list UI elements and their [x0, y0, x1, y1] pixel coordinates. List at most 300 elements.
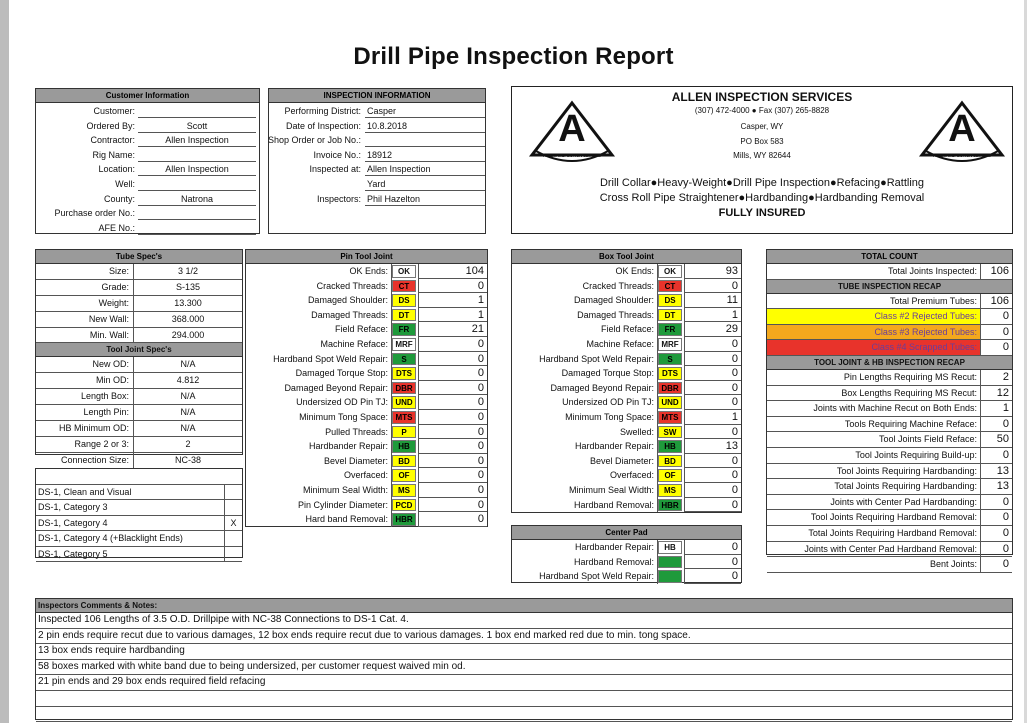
tool-joint-spec-value: N/A [180, 407, 196, 418]
pin-tool-joint-count: 0 [418, 483, 487, 498]
tube-spec-value: S-135 [175, 281, 201, 292]
comments-panel [35, 598, 1013, 720]
pin-tool-joint-label: Minimum Seal Width: [246, 483, 392, 498]
box-tool-joint-label: Minimum Seal Width: [512, 483, 658, 498]
pin-tool-joint-row [246, 439, 487, 454]
customer-field-value [138, 104, 256, 118]
box-tool-joint-code: DTS [658, 367, 682, 380]
customer-info-heading: Customer Information [36, 89, 259, 103]
tube-spec-row [36, 296, 242, 312]
tool-joint-spec-label: Length Box: [36, 389, 134, 404]
pin-tool-joint-code: MRF [392, 338, 416, 351]
tj-recap-label: Total Joints Requiring Hardband Removal: [767, 526, 981, 541]
pin-tool-joint-label: Pin Cylinder Diameter: [246, 498, 392, 513]
tube-spec-row [36, 264, 242, 280]
box-tool-joint-code: S [658, 353, 682, 366]
tj-recap-row [767, 557, 1012, 573]
pin-tool-joint-row [246, 454, 487, 469]
tj-recap-row [767, 479, 1012, 495]
pin-tool-joint-count: 21 [418, 322, 487, 337]
box-tool-joint-code: DT [658, 309, 682, 322]
pin-tool-joint-row [246, 322, 487, 337]
tube-recap-heading: TUBE INSPECTION RECAP [767, 280, 1012, 294]
pin-tool-joint-code: CT [392, 280, 416, 293]
company-phone: (307) 472-4000 ● Fax (307) 265-8828 [694, 106, 830, 115]
customer-field-value [138, 148, 256, 162]
ds1-row [36, 516, 242, 531]
pin-tool-joint-label: Hardbander Repair: [246, 439, 392, 454]
ds1-label: DS-1, Category 4 [36, 516, 225, 530]
pin-tool-joint-label: Overfaced: [246, 468, 392, 483]
tube-recap-row [767, 309, 1012, 325]
pin-tool-joint-panel [245, 249, 488, 527]
tube-recap-row [767, 340, 1012, 356]
box-tool-joint-label: OK Ends: [512, 264, 658, 279]
pin-tool-joint-count: 0 [418, 468, 487, 483]
box-tool-joint-label: Field Reface: [512, 322, 658, 337]
customer-field-row [36, 148, 259, 163]
pin-tool-joint-code: BD [392, 455, 416, 468]
box-tool-joint-count: 93 [684, 264, 741, 279]
box-tool-joint-row [512, 425, 741, 440]
tj-recap-value: 13 [996, 464, 1009, 477]
box-tool-joint-row [512, 498, 741, 513]
comment-line: 2 pin ends require recut due to various damages, 12 box ends require recut due to various damages. 1 box end marked red due to min. tong space. [36, 629, 1012, 645]
pin-tool-joint-row [246, 498, 487, 513]
tube-spec-value: 294.000 [171, 329, 205, 340]
tube-recap-label: Class #3 Rejected Tubes: [767, 325, 981, 340]
total-joints-row [767, 264, 1012, 280]
tj-recap-row [767, 448, 1012, 464]
inspection-field-value: Yard [365, 177, 485, 191]
customer-field-label: Ordered By: [86, 120, 135, 131]
tj-recap-label: Joints with Center Pad Hardbanding: [767, 495, 981, 510]
inspection-info-heading: INSPECTION INFORMATION [269, 89, 485, 103]
pin-tool-joint-code: P [392, 426, 416, 439]
inspection-field-value: Casper [365, 104, 485, 118]
box-tool-joint-count: 0 [684, 395, 741, 410]
tool-joint-spec-row [36, 453, 242, 469]
box-tool-joint-count: 0 [684, 483, 741, 498]
box-tool-joint-row [512, 439, 741, 454]
tj-recap-value: 1 [1002, 402, 1009, 415]
customer-field-value: Allen Inspection [138, 133, 256, 147]
pin-tool-joint-label: Minimum Tong Space: [246, 410, 392, 425]
box-tool-joint-label: Hardband Removal: [512, 498, 658, 513]
pin-tool-joint-code: MS [392, 484, 416, 497]
total-joints-value: 106 [990, 265, 1009, 277]
pin-tool-joint-code: OK [392, 265, 416, 278]
tj-recap-value: 0 [1002, 495, 1009, 508]
box-tool-joint-code: BD [658, 455, 682, 468]
inspection-field-row [269, 162, 485, 177]
comment-line: 58 boxes marked with white band due to being undersized, per customer request waived min od. [36, 660, 1012, 676]
tube-spec-label: Weight: [36, 296, 134, 311]
customer-field-row [36, 221, 259, 236]
inspection-field-label: Date of Inspection: [285, 120, 361, 131]
center-pad-count: 0 [684, 569, 741, 584]
tj-recap-label: Tools Requiring Machine Reface: [767, 417, 981, 432]
pin-tool-joint-row [246, 425, 487, 440]
box-tool-joint-code: HBR [658, 499, 682, 512]
inspection-field-value [365, 133, 485, 147]
ds1-row [36, 500, 242, 515]
tool-joint-spec-label: HB Minimum OD: [36, 421, 134, 436]
pin-tool-joint-code: DTS [392, 367, 416, 380]
box-tool-joint-row [512, 366, 741, 381]
totals-panel [766, 249, 1013, 571]
pin-tool-joint-count: 0 [418, 512, 487, 527]
tube-spec-label: Size: [36, 264, 134, 279]
company-city: Casper, WY [740, 122, 784, 131]
tool-joint-spec-row [36, 421, 242, 437]
box-tool-joint-row [512, 454, 741, 469]
ds1-checklist [35, 468, 243, 558]
ds1-row [36, 547, 242, 562]
tool-joint-spec-value: N/A [180, 391, 196, 402]
center-pad-code [658, 556, 682, 569]
customer-field-label: Contractor: [90, 135, 135, 146]
box-tool-joint-label: Overfaced: [512, 468, 658, 483]
center-pad-panel [511, 525, 742, 583]
tj-recap-label: Tool Joints Requiring Hardband Removal: [767, 510, 981, 525]
pin-tool-joint-row [246, 352, 487, 367]
pin-tool-joint-label: Pulled Threads: [246, 425, 392, 440]
box-tool-joint-count: 0 [684, 352, 741, 367]
center-pad-count: 0 [684, 540, 741, 555]
pin-tool-joint-row [246, 337, 487, 352]
tj-recap-row [767, 386, 1012, 402]
tube-recap-value: 0 [1002, 341, 1009, 354]
box-tool-joint-code: DBR [658, 382, 682, 395]
ds1-checkbox[interactable] [225, 500, 242, 514]
comment-line: 13 box ends require hardbanding [36, 644, 1012, 660]
box-tool-joint-panel [511, 249, 742, 513]
tj-recap-row [767, 432, 1012, 448]
pin-tool-joint-code: DS [392, 294, 416, 307]
customer-field-label: Well: [115, 178, 135, 189]
box-tool-joint-code: MTS [658, 411, 682, 424]
tube-spec-row [36, 280, 242, 296]
inspection-field-row [269, 148, 485, 163]
box-tool-joint-count: 1 [684, 308, 741, 323]
comment-line [36, 707, 1012, 723]
box-tool-joint-code: MRF [658, 338, 682, 351]
tj-recap-value: 0 [1002, 558, 1009, 571]
center-pad-row [512, 555, 741, 570]
pin-tool-joint-label: Hard band Removal: [246, 512, 392, 527]
tj-recap-value: 0 [1002, 511, 1009, 524]
inspection-field-value: 10.8.2018 [365, 119, 485, 133]
ds1-checkbox[interactable] [225, 547, 242, 561]
pin-tool-joint-code: S [392, 353, 416, 366]
pin-tool-joint-heading: Pin Tool Joint [246, 250, 487, 264]
center-pad-label: Hardband Spot Weld Repair: [512, 569, 658, 584]
box-tool-joint-count: 1 [684, 410, 741, 425]
company-services-line-1: Drill Collar●Heavy-Weight●Drill Pipe Inspection●Refacing●Rattling [599, 177, 925, 189]
tool-joint-spec-label: Length Pin: [36, 405, 134, 420]
center-pad-count: 0 [684, 555, 741, 570]
pin-tool-joint-label: Machine Reface: [246, 337, 392, 352]
inspection-field-label: Inspectors: [316, 193, 361, 204]
company-name: ALLEN INSPECTION SERVICES [671, 90, 853, 104]
box-tool-joint-label: Bevel Diameter: [512, 454, 658, 469]
box-tool-joint-label: Machine Reface: [512, 337, 658, 352]
tool-joint-spec-row [36, 373, 242, 389]
box-tool-joint-code: OF [658, 469, 682, 482]
box-tool-joint-label: Undersized OD Pin TJ: [512, 395, 658, 410]
pin-tool-joint-row [246, 264, 487, 279]
tool-joint-spec-row [36, 437, 242, 453]
tj-recap-label: Box Lengths Requiring MS Recut: [767, 386, 981, 401]
box-tool-joint-code: FR [658, 323, 682, 336]
tj-recap-label: Tool Joints Requiring Build-up: [767, 448, 981, 463]
inspection-info-panel [268, 88, 486, 234]
pin-tool-joint-count: 1 [418, 308, 487, 323]
pin-tool-joint-row [246, 293, 487, 308]
tool-joint-spec-label: Min OD: [36, 373, 134, 388]
tube-spec-panel [35, 249, 243, 465]
pin-tool-joint-code: DT [392, 309, 416, 322]
box-tool-joint-code: DS [658, 294, 682, 307]
tube-recap-label: Class #2 Rejected Tubes: [767, 309, 981, 324]
center-pad-label: Hardband Removal: [512, 555, 658, 570]
box-tool-joint-row [512, 264, 741, 279]
total-count-heading: TOTAL COUNT [767, 250, 1012, 264]
tj-recap-label: Joints with Center Pad Hardband Removal: [767, 542, 981, 557]
tube-recap-value: 0 [1002, 325, 1009, 338]
box-tool-joint-row [512, 410, 741, 425]
box-tool-joint-heading: Box Tool Joint [512, 250, 741, 264]
tube-spec-value: 3 1/2 [177, 266, 199, 276]
customer-field-row [36, 206, 259, 221]
tj-recap-value: 0 [1002, 526, 1009, 539]
tool-joint-spec-label: Connection Size: [36, 453, 134, 468]
pin-tool-joint-row [246, 279, 487, 294]
inspection-field-label: Invoice No.: [313, 149, 361, 160]
box-tool-joint-row [512, 395, 741, 410]
company-logo-left-text: ALLEN INSPECTION SERVICE [543, 153, 601, 158]
pin-tool-joint-label: Bevel Diameter: [246, 454, 392, 469]
tube-recap-row [767, 294, 1012, 310]
tube-recap-value: 106 [990, 294, 1009, 307]
pin-tool-joint-row [246, 410, 487, 425]
tube-spec-label: Grade: [36, 280, 134, 295]
box-tool-joint-label: Cracked Threads: [512, 279, 658, 294]
tube-recap-row [767, 325, 1012, 341]
box-tool-joint-label: Damaged Threads: [512, 308, 658, 323]
box-tool-joint-code: MS [658, 484, 682, 497]
box-tool-joint-count: 29 [684, 322, 741, 337]
ds1-label: DS-1, Clean and Visual [36, 485, 225, 499]
tj-recap-label: Bent Joints: [767, 557, 981, 572]
pin-tool-joint-count: 0 [418, 337, 487, 352]
inspection-field-row [269, 192, 485, 207]
customer-info-panel [35, 88, 260, 234]
inspection-field-row [269, 104, 485, 119]
tj-recap-value: 2 [1002, 370, 1009, 383]
tool-joint-spec-heading: Tool Joint Spec's [36, 343, 242, 357]
pin-tool-joint-row [246, 381, 487, 396]
inspection-field-value: Phil Hazelton [365, 192, 485, 206]
box-tool-joint-row [512, 483, 741, 498]
box-tool-joint-label: Damaged Shoulder: [512, 293, 658, 308]
box-tool-joint-count: 0 [684, 279, 741, 294]
box-tool-joint-label: Damaged Torque Stop: [512, 366, 658, 381]
pin-tool-joint-code: DBR [392, 382, 416, 395]
company-logo-right-letter: A [948, 108, 976, 150]
box-tool-joint-label: Swelled: [512, 425, 658, 440]
pin-tool-joint-count: 0 [418, 439, 487, 454]
box-tool-joint-row [512, 293, 741, 308]
comments-heading: Inspectors Comments & Notes: [36, 599, 1012, 613]
tj-recap-row [767, 417, 1012, 433]
company-mills: Mills, WY 82644 [733, 151, 791, 160]
customer-field-label: Purchase order No.: [54, 208, 135, 219]
pin-tool-joint-label: Damaged Shoulder: [246, 293, 392, 308]
tj-recap-value: 0 [1002, 448, 1009, 461]
box-tool-joint-code: HB [658, 440, 682, 453]
tool-joint-spec-row [36, 389, 242, 405]
customer-field-value [138, 221, 256, 235]
customer-field-value: Allen Inspection [138, 162, 256, 176]
box-tool-joint-count: 0 [684, 337, 741, 352]
pin-tool-joint-count: 0 [418, 279, 487, 294]
ds1-checkbox[interactable]: X [230, 517, 237, 528]
box-tool-joint-count: 0 [684, 468, 741, 483]
tj-recap-value: 13 [996, 480, 1009, 493]
customer-field-label: County: [103, 193, 135, 204]
center-pad-code: HB [658, 541, 682, 554]
ds1-row [36, 531, 242, 546]
company-pobox: PO Box 583 [740, 137, 784, 146]
tj-recap-value: 0 [1002, 542, 1009, 555]
ds1-row [36, 485, 242, 500]
tj-recap-row [767, 510, 1012, 526]
tube-recap-value: 0 [1002, 310, 1009, 323]
tube-spec-heading: Tube Spec's [36, 250, 242, 264]
tube-recap-label: Total Premium Tubes: [767, 294, 981, 309]
company-logo-left-letter: A [558, 108, 586, 150]
tool-joint-spec-value: 4.812 [176, 375, 200, 386]
customer-field-value [138, 206, 256, 220]
customer-field-row [36, 192, 259, 207]
pin-tool-joint-count: 0 [418, 366, 487, 381]
inspection-field-row [269, 119, 485, 134]
pin-tool-joint-row [246, 366, 487, 381]
ds1-checkbox[interactable] [225, 485, 242, 499]
tool-joint-spec-label: New OD: [36, 357, 134, 372]
page-edge [0, 0, 9, 723]
box-tool-joint-count: 0 [684, 366, 741, 381]
tj-recap-row [767, 526, 1012, 542]
comment-line: 21 pin ends and 29 box ends required field refacing [36, 675, 1012, 691]
pin-tool-joint-count: 0 [418, 498, 487, 513]
comment-line [36, 691, 1012, 707]
center-pad-row [512, 540, 741, 555]
box-tool-joint-row [512, 337, 741, 352]
tj-recap-label: Tool Joints Field Reface: [767, 432, 981, 447]
tube-spec-value: 368.000 [171, 313, 205, 324]
box-tool-joint-count: 0 [684, 498, 741, 513]
page-title: Drill Pipe Inspection Report [353, 43, 674, 70]
box-tool-joint-count: 0 [684, 381, 741, 396]
pin-tool-joint-count: 104 [418, 264, 487, 279]
pin-tool-joint-row [246, 512, 487, 527]
pin-tool-joint-count: 0 [418, 381, 487, 396]
company-card [511, 86, 1013, 234]
customer-field-row [36, 133, 259, 148]
pin-tool-joint-count: 1 [418, 293, 487, 308]
box-tool-joint-row [512, 279, 741, 294]
ds1-label: DS-1, Category 5 [36, 547, 225, 561]
box-tool-joint-label: Damaged Beyond Repair: [512, 381, 658, 396]
box-tool-joint-label: Hardband Spot Weld Repair: [512, 352, 658, 367]
pin-tool-joint-code: FR [392, 323, 416, 336]
tj-recap-value: 0 [1002, 417, 1009, 430]
customer-field-row [36, 104, 259, 119]
pin-tool-joint-label: Damaged Beyond Repair: [246, 381, 392, 396]
pin-tool-joint-code: HBR [392, 513, 416, 526]
pin-tool-joint-code: PCD [392, 499, 416, 512]
customer-field-label: Rig Name: [92, 149, 135, 160]
inspection-field-row [269, 177, 485, 192]
box-tool-joint-count: 11 [684, 293, 741, 308]
box-tool-joint-code: SW [658, 426, 682, 439]
customer-field-value: Scott [138, 119, 256, 133]
tj-recap-label: Joints with Machine Recut on Both Ends: [767, 401, 981, 416]
comment-line: Inspected 106 Lengths of 3.5 O.D. Drillpipe with NC-38 Connections to DS-1 Cat. 4. [36, 613, 1012, 629]
pin-tool-joint-label: Cracked Threads: [246, 279, 392, 294]
tj-recap-heading: TOOL JOINT & HB INSPECTION RECAP [767, 356, 1012, 370]
box-tool-joint-count: 13 [684, 439, 741, 454]
tj-recap-row [767, 542, 1012, 558]
customer-field-value: Natrona [138, 192, 256, 206]
total-joints-label: Total Joints Inspected: [767, 264, 981, 279]
box-tool-joint-row [512, 352, 741, 367]
ds1-label: DS-1, Category 4 (+Blacklight Ends) [36, 531, 225, 545]
inspection-field-value: Allen Inspection [365, 162, 485, 176]
customer-field-label: Customer: [93, 106, 135, 116]
pin-tool-joint-label: OK Ends: [246, 264, 392, 279]
box-tool-joint-label: Hardbander Repair: [512, 439, 658, 454]
tj-recap-row [767, 401, 1012, 417]
tool-joint-spec-value: 2 [185, 438, 191, 449]
tj-recap-label: Pin Lengths Requiring MS Recut: [767, 370, 981, 385]
customer-field-label: Location: [98, 164, 135, 175]
ds1-checkbox[interactable] [225, 531, 242, 545]
pin-tool-joint-count: 0 [418, 454, 487, 469]
tj-recap-row [767, 495, 1012, 511]
pin-tool-joint-row [246, 468, 487, 483]
box-tool-joint-row [512, 381, 741, 396]
pin-tool-joint-code: UND [392, 396, 416, 409]
tj-recap-row [767, 370, 1012, 386]
center-pad-label: Hardbander Repair: [512, 540, 658, 555]
tube-spec-label: New Wall: [36, 312, 134, 327]
tool-joint-spec-row [36, 357, 242, 373]
tool-joint-spec-value: N/A [180, 359, 196, 370]
pin-tool-joint-code: HB [392, 440, 416, 453]
inspection-field-value: 18912 [365, 148, 485, 162]
pin-tool-joint-label: Field Reface: [246, 322, 392, 337]
tube-spec-row [36, 328, 242, 344]
box-tool-joint-count: 0 [684, 454, 741, 469]
tube-recap-label: Class #4 Scrapped Tubes: [767, 340, 981, 355]
pin-tool-joint-code: OF [392, 469, 416, 482]
tj-recap-label: Total Joints Requiring Hardbanding: [767, 479, 981, 494]
box-tool-joint-label: Minimum Tong Space: [512, 410, 658, 425]
